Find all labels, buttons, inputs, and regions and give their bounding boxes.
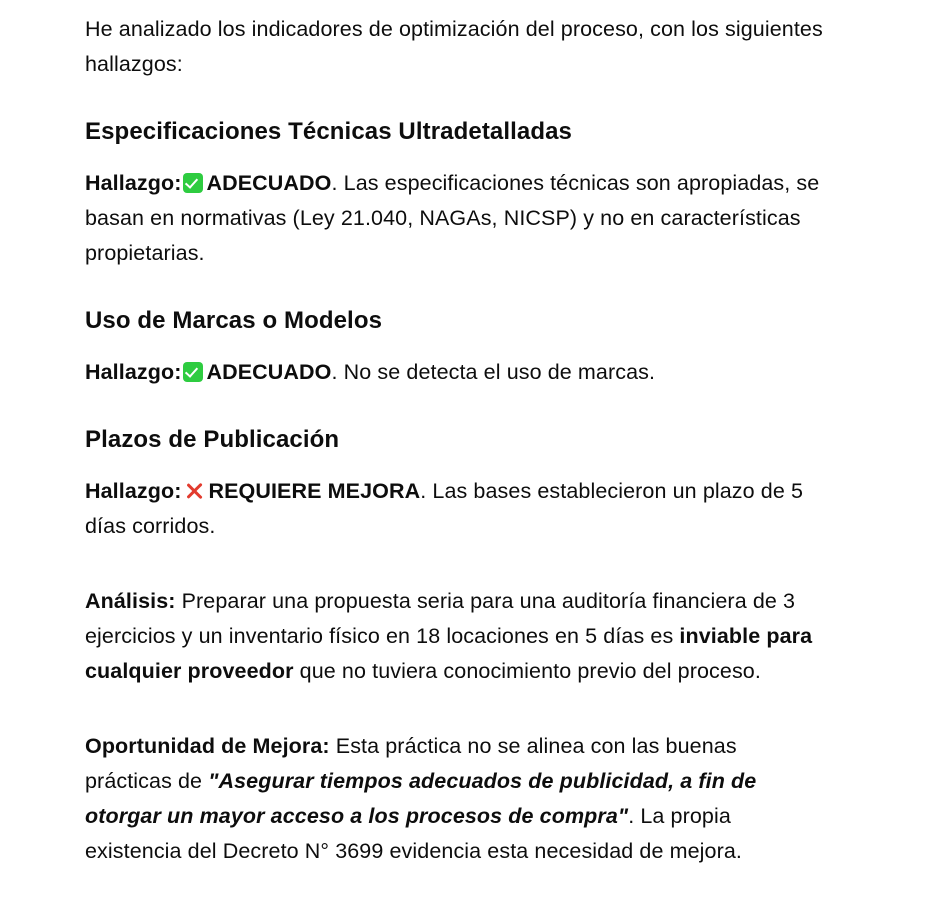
finding-status: ADECUADO xyxy=(206,171,332,195)
analysis-paragraph xyxy=(85,584,828,689)
cross-mark-icon xyxy=(184,481,204,501)
section-heading-plazos: Plazos de Publicación xyxy=(85,426,340,453)
opportunity-quote: "Asegurar tiempos adecuados de publicidad, a fin de otorgar un mayor acceso a los procesos de compra" xyxy=(85,769,757,828)
finding-status: ADECUADO xyxy=(206,360,332,384)
finding-body: . Las bases establecieron un plazo de 5 días corridos. xyxy=(85,479,804,538)
finding-paragraph-especificaciones xyxy=(85,166,828,271)
analysis-text-before: Preparar una propuesta seria para una auditoría financiera de 3 ejercicios y un inventario físico en 18 locaciones en 5 días es xyxy=(85,589,796,648)
opportunity-paragraph xyxy=(85,729,828,869)
opportunity-text-after: . La propia existencia del Decreto N° 3699 evidencia esta necesidad de mejora. xyxy=(85,804,742,863)
finding-label: Hallazgo: xyxy=(85,479,182,503)
analysis-label: Análisis: xyxy=(85,589,176,613)
finding-status: REQUIERE MEJORA xyxy=(208,479,421,503)
finding-label: Hallazgo: xyxy=(85,360,182,384)
spacer xyxy=(85,570,828,584)
finding-body: . No se detecta el uso de marcas. xyxy=(331,360,656,384)
finding-body: . Las especificaciones técnicas son apropiadas, se basan en normativas (Ley 21.040, NAGAs, NICSP) y no en características propietarias. xyxy=(85,171,820,265)
check-mark-button-icon xyxy=(183,362,203,382)
intro-paragraph: He analizado los indicadores de optimización del proceso, con los siguientes hallazgos: xyxy=(85,17,823,76)
check-mark-button-icon xyxy=(183,173,203,193)
opportunity-text-before: Esta práctica no se alinea con las buenas prácticas de xyxy=(85,734,737,793)
section-heading-especificaciones: Especificaciones Técnicas Ultradetalladas xyxy=(85,118,572,145)
section-heading-marcas: Uso de Marcas o Modelos xyxy=(85,307,383,334)
finding-label: Hallazgo: xyxy=(85,171,182,195)
analysis-emphasis: inviable para cualquier proveedor xyxy=(85,624,813,683)
spacer xyxy=(85,715,828,729)
opportunity-label: Oportunidad de Mejora: xyxy=(85,734,330,758)
analysis-text-after: que no tuviera conocimiento previo del proceso. xyxy=(293,659,761,683)
finding-paragraph-plazos xyxy=(85,474,828,544)
finding-paragraph-marcas xyxy=(85,355,828,390)
